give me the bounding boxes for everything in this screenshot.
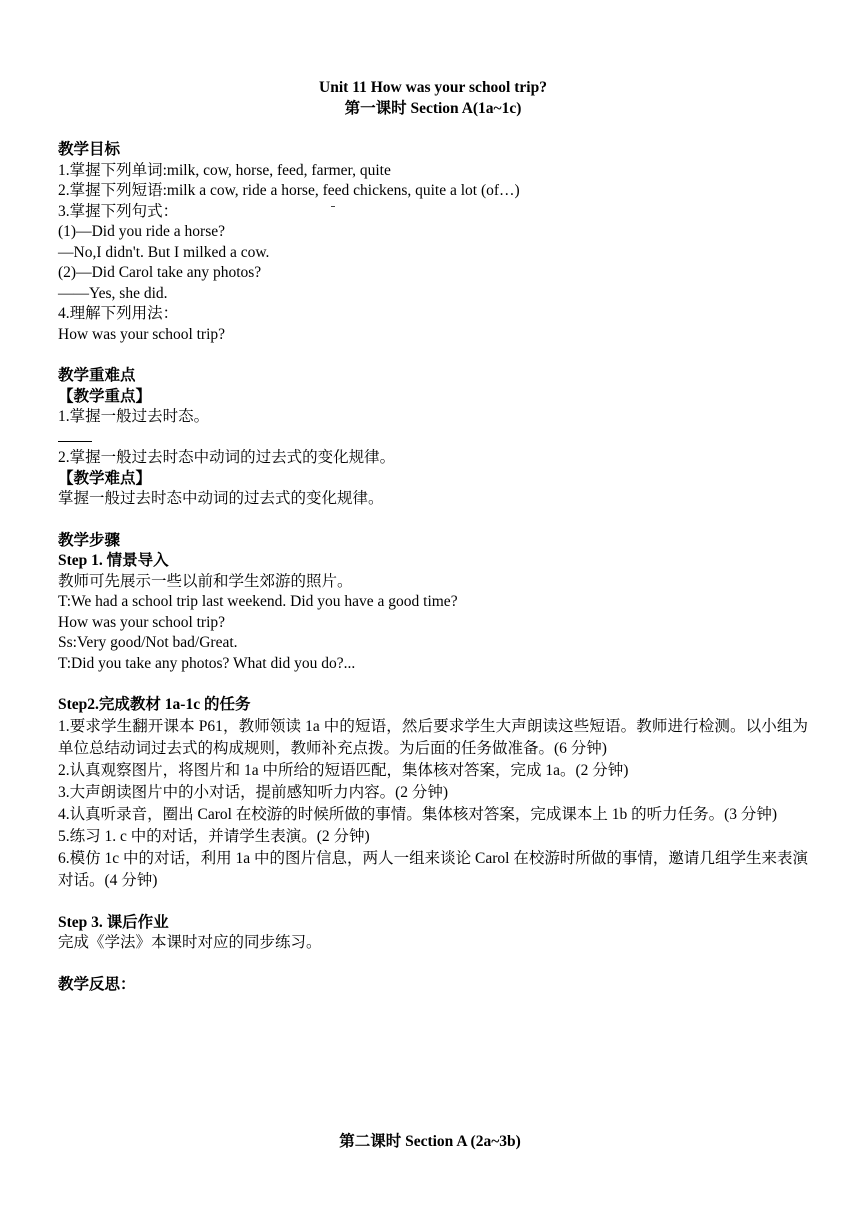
steps-heading: 教学步骤 [58,531,121,549]
difficulty-text: 掌握一般过去时态中动词的过去式的变化规律。 [58,490,384,507]
step2-item: 6.模仿 1c 中的对话，利用 1a 中的图片信息，两人一组来谈论 Carol 在校游时所做的事情，邀请几组学生来表演对话。(4 分钟) [58,849,808,889]
objective-item: (1)—Did you ride a horse? [58,223,226,240]
document-page [58,78,808,995]
unit-title: Unit 11 How was your school trip? [319,79,547,96]
next-lesson-title: 第二课时 Section A (2a~3b) [339,1133,521,1150]
step2-item: 2.认真观察图片，将图片和 1a 中所给的短语匹配，集体核对答案，完成 1a。(2 分钟) [58,761,629,779]
reflection-heading: 教学反思： [58,975,136,993]
step2-item: 4.认真听录音，圈出 Carol 在校游的时候所做的事情。集体核对答案，完成课本上 1b 的听力任务。(3 分钟) [58,805,778,823]
objective-item: 3.掌握下列句式： [58,202,179,220]
step2-item: 3.大声朗读图片中的小对话，提前感知听力内容。(2 分钟) [58,783,449,801]
step1-line: Ss:Very good/Not bad/Great. [58,634,238,651]
step1-line: 教师可先展示一些以前和学生郊游的照片。 [58,572,353,590]
lesson-title: 第一课时 Section A(1a~1c) [344,99,522,117]
focus-item: 2.掌握一般过去时态中动词的过去式的变化规律。 [58,449,396,466]
objective-item: 4.理解下列用法： [58,305,179,322]
focus-label: 【教学重点】 [58,387,152,405]
objective-item: —No,I didn't. But I milked a cow. [58,243,270,261]
objective-item: 1.掌握下列单词:milk, cow, horse, feed, farmer, quite [58,161,391,179]
step1-title: Step 1. 情景导入 [58,552,169,569]
objective-item: ——Yes, she did. [58,284,168,302]
stray-dash-mark [331,206,335,207]
objectives-heading: 教学目标 [58,141,121,158]
step1-line: T:Did you take any photos? What did you do?... [58,654,356,672]
difficulty-label: 【教学难点】 [58,469,152,487]
focus-item: 1.掌握一般过去时态。 [58,408,210,425]
step3-title: Step 3. 课后作业 [58,913,169,931]
step1-line: How was your school trip? [58,613,226,631]
objective-item: (2)—Did Carol take any photos? [58,264,262,281]
objective-item: 2.掌握下列短语:milk a cow, ride a horse, feed chickens, quite a lot (of…) [58,182,520,199]
underline-divider [58,428,808,449]
step1-line: T:We had a school trip last weekend. Did you have a good time? [58,593,458,610]
step3-text: 完成《学法》本课时对应的同步练习。 [58,934,322,951]
step2-item: 1.要求学生翻开课本 P61，教师领读 1a 中的短语，然后要求学生大声朗读这些短语。教师进行检测。以小组为单位总结动词过去式的构成规则，教师补充点拨。为后面的任务做准备。(6 分钟) [58,717,808,757]
step2-title: Step2.完成教材 1a-1c 的任务 [58,696,251,713]
key-points-heading: 教学重难点 [58,367,136,384]
step2-item: 5.练习 1. c 中的对话，并请学生表演。(2 分钟) [58,827,370,845]
objective-item: How was your school trip? [58,325,226,343]
